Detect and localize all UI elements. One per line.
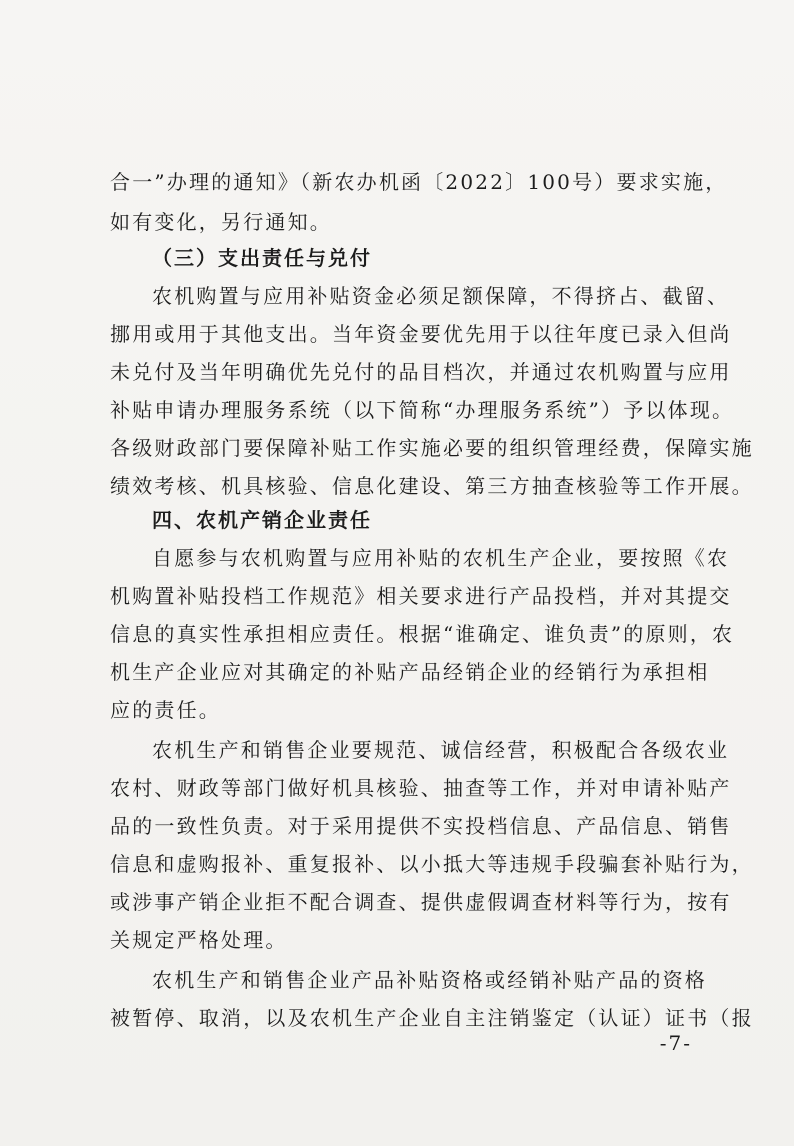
body-text-line: 信息和虚购报补、重复报补、以小抵大等违规手段骗套补贴行为，	[110, 852, 754, 876]
body-text-line: 关规定严格处理。	[110, 928, 288, 952]
body-text-line: 合一”办理的通知》（新农办机函〔2022〕100号）要求实施，	[110, 170, 728, 194]
section-heading: 四、农机产销企业责任	[152, 508, 372, 532]
body-text-line: 应的责任。	[110, 698, 221, 722]
body-text-line: 机购置补贴投档工作规范》相关要求进行产品投档，并对其提交	[110, 584, 732, 608]
body-text-line: 各级财政部门要保障补贴工作实施必要的组织管理经费，保障实施	[110, 436, 754, 460]
body-text-line: 或涉事产销企业拒不配合调查、提供虚假调查材料等行为，按有	[110, 890, 732, 914]
body-text-line: 信息的真实性承担相应责任。根据“谁确定、谁负责”的原则，农	[110, 622, 735, 646]
body-text-line: 农机生产和销售企业要规范、诚信经营，积极配合各级农业	[152, 738, 730, 762]
body-text-line: 机生产企业应对其确定的补贴产品经销企业的经销行为承担相	[110, 660, 710, 684]
body-text-line: 未兑付及当年明确优先兑付的品目档次，并通过农机购置与应用	[110, 360, 732, 384]
body-text-line: 挪用或用于其他支出。当年资金要优先用于以往年度已录入但尚	[110, 322, 732, 346]
section-heading: （三）支出责任与兑付	[152, 246, 372, 270]
body-text-line: 自愿参与农机购置与应用补贴的农机生产企业，要按照《农	[152, 546, 730, 570]
body-text-line: 品的一致性负责。对于采用提供不实投档信息、产品信息、销售	[110, 814, 732, 838]
body-text-line: 被暂停、取消，以及农机生产企业自主注销鉴定（认证）证书（报	[110, 1006, 754, 1030]
body-text-line: 农村、财政等部门做好机具核验、抽查等工作，并对申请补贴产	[110, 776, 732, 800]
body-text-line: 农机购置与应用补贴资金必须足额保障，不得挤占、截留、	[152, 284, 730, 308]
page-number: -7-	[659, 1031, 692, 1055]
body-text-line: 补贴申请办理服务系统（以下简称“办理服务系统”）予以体现。	[110, 398, 735, 422]
body-text-line: 农机生产和销售企业产品补贴资格或经销补贴产品的资格	[152, 968, 707, 992]
body-text-line: 如有变化，另行通知。	[110, 210, 332, 234]
body-text-line: 绩效考核、机具核验、信息化建设、第三方抽查核验等工作开展。	[110, 474, 754, 498]
